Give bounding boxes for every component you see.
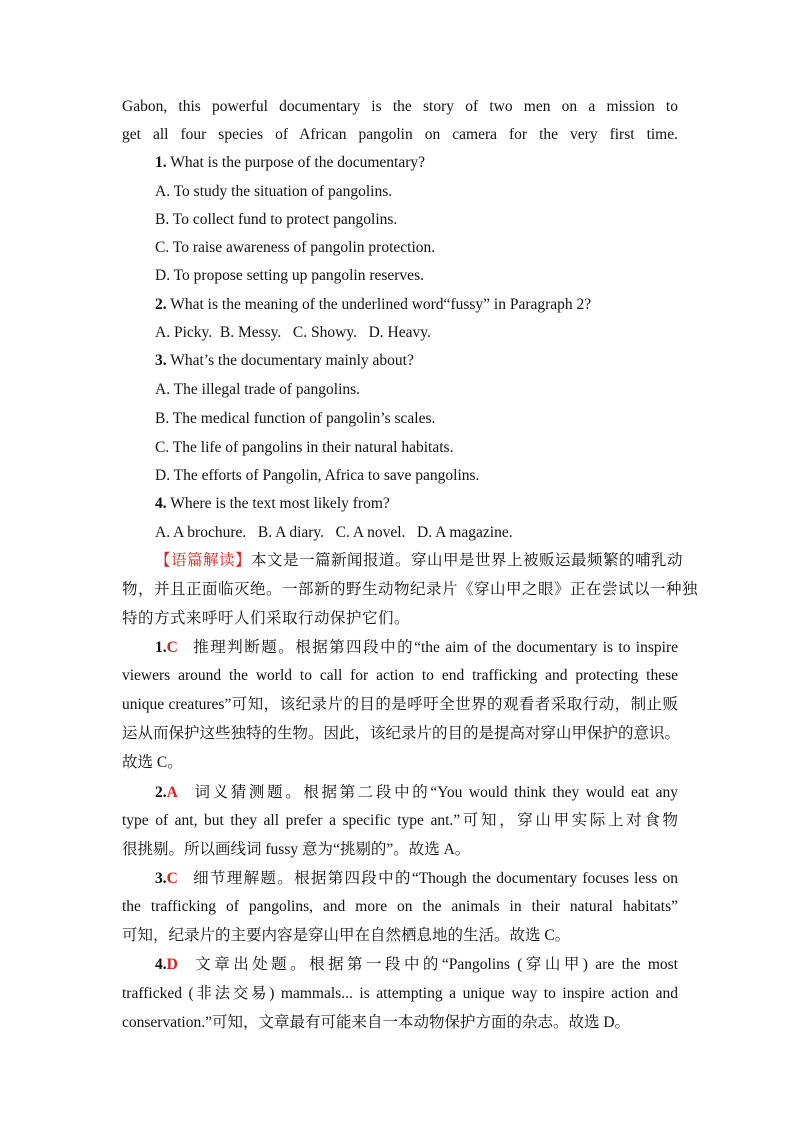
answer-line: conservation.”可知，文章最有可能来自一本动物保护方面的杂志。故选 D。 — [122, 1014, 631, 1031]
answer-letter: A — [166, 784, 178, 801]
answer-line: the trafficking of pangolins, and more on the animals in their natural habitats” — [122, 898, 678, 915]
answer-line: 很挑剔。所以画线词 fussy 意为“挑剔的”。故选 A。 — [122, 841, 471, 858]
option-d: D. To propose setting up pangolin reserves. — [155, 267, 424, 284]
answer-4 — [155, 955, 678, 975]
question-number: 2. — [155, 296, 167, 313]
passage-line: get all four species of African pangolin on camera for the very first time. — [122, 126, 678, 143]
question-1 — [155, 153, 425, 173]
answer-1 — [155, 638, 678, 658]
answer-line: 可知，纪录片的主要内容是穿山甲在自然栖息地的生活。故选 C。 — [122, 927, 571, 944]
options-line: A. A brochure. B. A diary. C. A novel. D. A magazine. — [155, 524, 513, 541]
option-a: A. The illegal trade of pangolins. — [155, 381, 361, 398]
question-stem: What is the purpose of the documentary? — [170, 154, 426, 171]
question-stem: Where is the text most likely from? — [170, 495, 390, 512]
answer-number: 3. — [155, 870, 167, 887]
option-c: C. To raise awareness of pangolin protection. — [155, 239, 436, 256]
question-stem: What is the meaning of the underlined word“fussy” in Paragraph 2? — [170, 296, 592, 313]
analysis-line — [155, 551, 684, 571]
answer-number: 2. — [155, 784, 167, 801]
answer-text: 推理判断题。根据第四段中的“the aim of the documentary is to inspire — [191, 639, 678, 656]
question-number: 4. — [155, 495, 167, 512]
question-number: 3. — [155, 352, 167, 369]
answer-number: 1. — [155, 639, 167, 656]
answer-line: type of ant, but they all prefer a specific type ant.”可知，穿山甲实际上对食物 — [122, 812, 678, 829]
analysis-line: 特的方式来呼吁人们采取行动保护它们。 — [122, 610, 411, 627]
question-number: 1. — [155, 154, 167, 171]
question-stem: What’s the documentary mainly about? — [170, 352, 414, 369]
answer-letter: D — [166, 956, 178, 973]
answer-line: 运从而保护这些独特的生物。因此，该纪录片的目的是提高对穿山甲保护的意识。 — [122, 725, 681, 742]
options-line: A. Picky. B. Messy. C. Showy. D. Heavy. — [155, 324, 431, 341]
answer-line: 故选 C。 — [122, 754, 183, 771]
option-c: C. The life of pangolins in their natural habitats. — [155, 439, 454, 456]
option-b: B. To collect fund to protect pangolins. — [155, 211, 398, 228]
question-2 — [155, 295, 591, 315]
answer-2 — [155, 783, 678, 803]
analysis-label: 【语篇解读】 — [155, 552, 252, 569]
question-4 — [155, 494, 390, 514]
answer-letter: C — [166, 870, 178, 887]
option-b: B. The medical function of pangolin’s scales. — [155, 410, 436, 427]
answer-line: trafficked (非法交易) mammals... is attempting a unique way to inspire action and — [122, 985, 678, 1002]
answer-text: 文章出处题。根据第一段中的“Pangolins (穿山甲) are the most — [191, 956, 678, 973]
answer-letter: C — [166, 639, 178, 656]
analysis-line: 物，并且正面临灭绝。一部新的野生动物纪录片《穿山甲之眼》正在尝试以一种独 — [122, 581, 699, 598]
answer-3 — [155, 869, 678, 889]
answer-line: viewers around the world to call for action to end trafficking and protecting these — [122, 667, 678, 684]
option-d: D. The efforts of Pangolin, Africa to save pangolins. — [155, 467, 480, 484]
answer-line: unique creatures”可知，该纪录片的目的是呼吁全世界的观看者采取行动，制止贩 — [122, 696, 678, 713]
answer-text: 细节理解题。根据第四段中的“Though the documentary focuses less on — [191, 870, 678, 887]
option-a: A. To study the situation of pangolins. — [155, 183, 393, 200]
analysis-text: 本文是一篇新闻报道。穿山甲是世界上被贩运最频繁的哺乳动 — [251, 552, 684, 569]
question-3 — [155, 351, 414, 371]
answer-text: 词义猜测题。根据第二段中的“You would think they would eat any — [191, 784, 678, 801]
passage-line: Gabon, this powerful documentary is the story of two men on a mission to — [122, 98, 678, 115]
answer-number: 4. — [155, 956, 167, 973]
